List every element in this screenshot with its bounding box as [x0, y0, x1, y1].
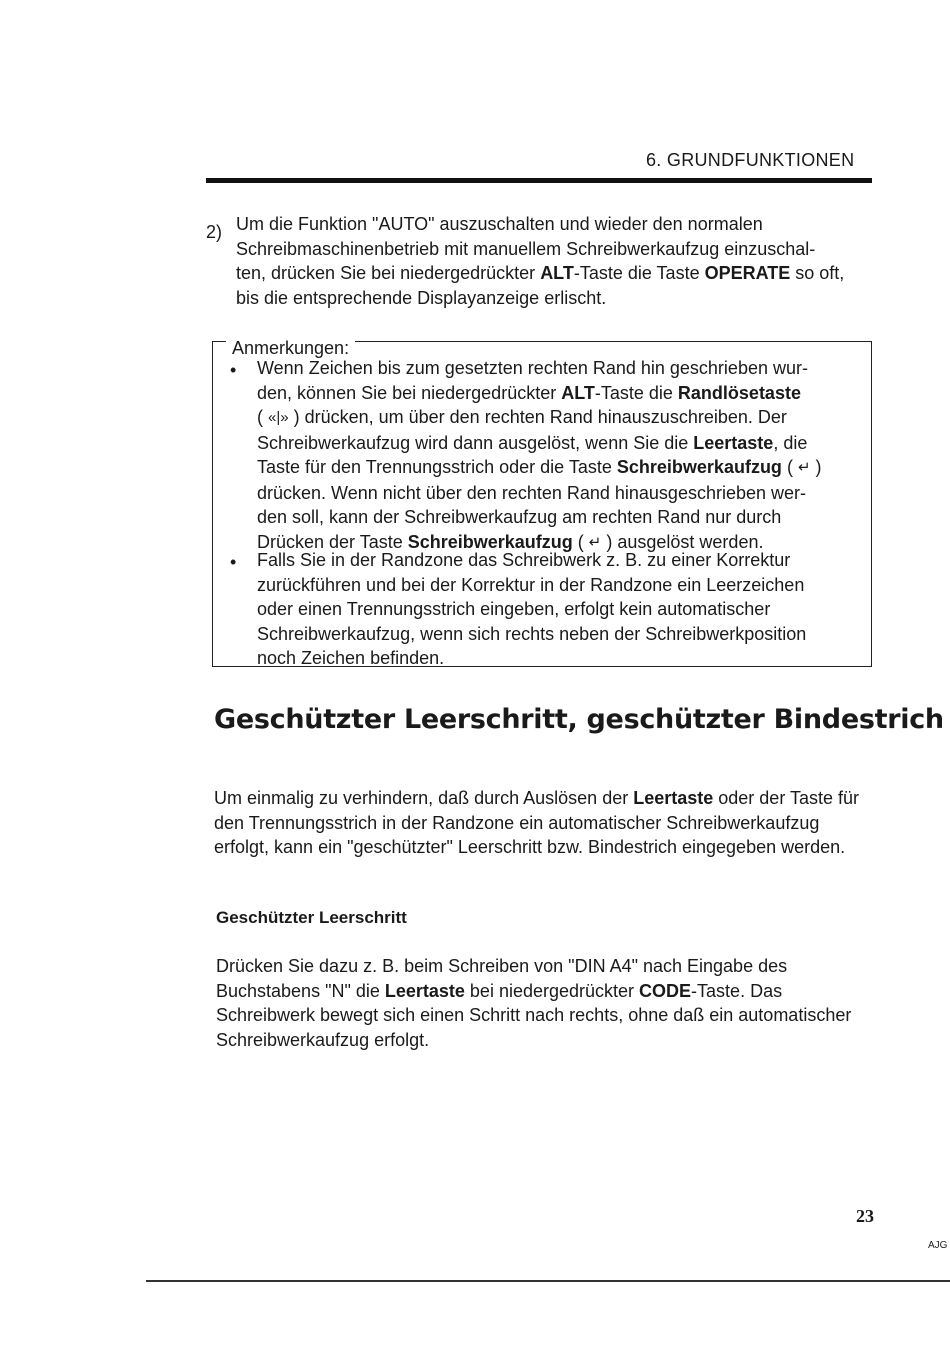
text: oder der Taste für [713, 788, 860, 808]
text: ) [810, 457, 822, 477]
text: so oft, [790, 263, 845, 283]
section-title: Geschützter Leerschritt, geschützter Bindestrich [214, 704, 944, 735]
return-arrow-icon: ↵ [588, 533, 602, 551]
step-line [236, 261, 872, 286]
text: -Taste die Taste [573, 263, 705, 283]
notes-label: Anmerkungen: [226, 338, 355, 359]
margin-release-key: Randlösetaste [677, 382, 801, 403]
text: ) drücken, um über den rechten Rand hinauszuschreiben. Der [288, 407, 787, 427]
page-number: 23 [856, 1206, 874, 1226]
body-line: Schreibwerk bewegt sich einen Schritt nach rechts, ohne daß ein automatischer [216, 1005, 852, 1025]
text: Schreibwerkaufzug wird dann ausgelöst, wenn Sie die [257, 432, 694, 453]
text: ( [781, 457, 798, 477]
text: Taste für den Trennungsstrich oder die Taste [257, 457, 617, 477]
body-line: Schreibwerkaufzug erfolgt. [216, 1029, 430, 1050]
note-line: Falls Sie in der Randzone das Schreibwerk z. B. zu einer Korrektur [257, 550, 791, 570]
subsection-body [216, 954, 876, 1052]
chapter-header: 6. GRUNDFUNKTIONEN [646, 150, 855, 170]
body-line [216, 979, 876, 1004]
note-line: den soll, kann der Schreibwerkaufzug am rechten Rand nur durch [257, 507, 782, 527]
return-arrow-icon: ↵ [797, 459, 811, 476]
text: ( [257, 407, 268, 427]
space-key: Leertaste [384, 980, 465, 1001]
bottom-rule [146, 1280, 950, 1282]
note-line: noch Zeichen befinden. [257, 648, 445, 668]
text: , die [773, 432, 808, 453]
note-line [257, 431, 850, 456]
step-number: 2) [206, 222, 223, 242]
carriage-return-key: Schreibwerkaufzug [407, 531, 573, 552]
text: den, können Sie bei niedergedrückter [257, 382, 562, 403]
section-intro [214, 786, 874, 860]
step-line: Schreibmaschinenbetrieb mit manuellem Schreibwerkaufzug einzuschal- [236, 238, 816, 259]
step-line: bis die entsprechende Displayanzeige erlischt. [236, 287, 607, 308]
space-key: Leertaste [633, 788, 714, 808]
corner-mark: AJG [928, 1240, 948, 1251]
body-line: Drücken Sie dazu z. B. beim Schreiben von "DIN A4" nach Eingabe des [216, 956, 788, 976]
intro-line: erfolgt, kann ein "geschützter" Leerschritt bzw. Bindestrich eingegeben werden. [214, 837, 846, 857]
note-line: zurückführen und bei der Korrektur in der Randzone ein Leerzeichen [257, 574, 805, 595]
header-rule [206, 178, 872, 183]
text: ( [572, 531, 589, 552]
subsection-title: Geschützter Leerschritt [216, 908, 407, 927]
space-key: Leertaste [693, 432, 774, 453]
margin-release-icon: «|» [268, 409, 289, 426]
note-bullet-2 [257, 548, 850, 671]
text: Drücken der Taste [257, 531, 408, 552]
note-line: oder einen Trennungsstrich eingeben, erfolgt kein automatischer [257, 599, 771, 619]
note-line [257, 405, 850, 431]
intro-line: den Trennungsstrich in der Randzone ein automatischer Schreibwerkaufzug [214, 812, 820, 833]
alt-key: ALT [540, 263, 574, 283]
carriage-return-key: Schreibwerkaufzug [616, 457, 782, 477]
text: -Taste. Das [691, 980, 783, 1001]
text: ) ausgelöst werden. [601, 531, 764, 552]
text: bei niedergedrückter [464, 980, 640, 1001]
bullet-icon: • [230, 552, 237, 572]
alt-key: ALT [561, 382, 595, 403]
note-line [257, 455, 850, 481]
note-line [257, 381, 850, 406]
bullet-icon: • [230, 360, 237, 380]
intro-line [214, 786, 874, 811]
note-line: Wenn Zeichen bis zum gesetzten rechten Rand hin geschrieben wur- [257, 358, 808, 378]
code-key: CODE [639, 980, 692, 1001]
text: Buchstabens "N" die [216, 980, 385, 1001]
text: Um einmalig zu verhindern, daß durch Auslösen der [214, 788, 634, 808]
step-line: Um die Funktion "AUTO" auszuschalten und wieder den normalen [236, 214, 763, 234]
operate-key: OPERATE [704, 263, 791, 283]
note-line: drücken. Wenn nicht über den rechten Rand hinausgeschrieben wer- [257, 482, 806, 503]
text: -Taste die [594, 382, 678, 403]
step-2-paragraph [236, 212, 872, 310]
text: ten, drücken Sie bei niedergedrückter [236, 263, 541, 283]
note-line: Schreibwerkaufzug, wenn sich rechts neben der Schreibwerkposition [257, 623, 807, 644]
note-bullet-1 [257, 356, 850, 555]
